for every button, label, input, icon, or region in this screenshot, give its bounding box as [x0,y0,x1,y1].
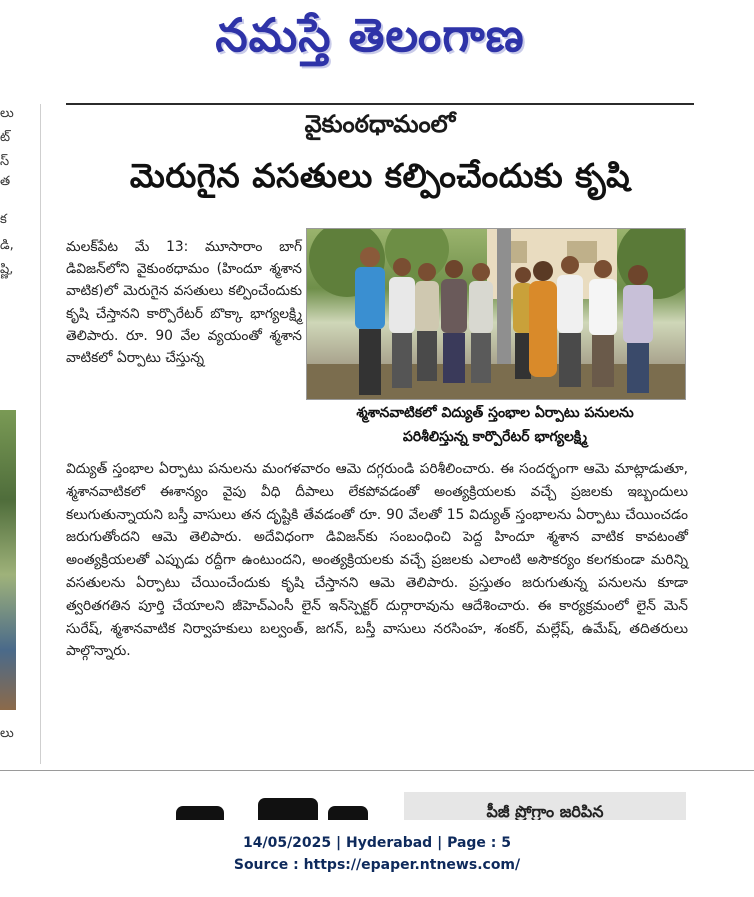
left-cropped-column [0,104,18,764]
photo-caption-line: పరిశీలిస్తున్న కార్పొరేటర్ భాగ్యలక్ష్మి [402,429,588,445]
article-kicker: వైకుంఠధామంలో [304,110,456,138]
newspaper-masthead: నమస్తే తెలంగాణ [215,8,525,62]
electric-pole [497,229,511,369]
source-footer [0,832,754,876]
article-photo [306,228,686,400]
left-fragment: డి, [0,238,14,253]
left-fragment: త [0,174,11,189]
article-headline: మెరుగైన వసతులు కల్పించేందుకు కృషి [129,156,631,195]
column-divider [40,104,41,764]
article-body-continued: విద్యుత్ స్తంభాల ఏర్పాటు పనులను మంగళవారం ఆమె దగ్గరుండి పరిశీలించారు. ఈ సందర్భంగా ఆమె మాట్లాడుతూ, శ్మశానవాటికలో ఈశాన్యం వైపు వీధి దీపాలు లేకపోవడంతో అంత్యక్రియలకు వచ్చే ప్రజలకు ఇబ్బందులు కలుగుతున్నాయని బస్తీ వాసులు తన దృష్టికి తేవడంతో రూ. 90 వేలతో 15 విద్యుత్ స్తంభాలను ఏర్పాటు చేయించడం జరుగుతోందని ఆమె తెలిపారు. అదేవిధంగా డివిజన్‌కు సంబంధించి పెద్ద హిందూ శ్మశాన వాటిక కావటంతో అంత్యక్రియలతో ఎప్పుడు రద్దీగా ఉంటుందని, అంత్యక్రియలకు వచ్చే ప్రజలకు ఎలాంటి అసౌకర్యం కలగకుండా మరిన్ని వసతులను ఏర్పాటు చేయించేందుకు కృషి చేస్తానని ఆమె తెలిపారు. ప్రస్తుతం జరుగుతున్న పనులను కూడా త్వరితగతిన పూర్తి చేయాలని జీహెచ్‌ఎంసీ లైన్ ఇన్‌స్పెక్టర్ దుర్గారావును ఆదేశించారు. ఈ కార్యక్రమంలో లైన్ మెన్ సురేష్, శ్మశానవాటిక నిర్వాహకులు బల్వంత్, జగన్, బస్తీ వాసులు నరసింహ, శంకర్, మల్లేష్, ఉమేష్, తదితరులు పాల్గొన్నారు. [66,461,688,660]
photo-caption [306,401,684,449]
left-fragment: స్ [0,154,10,169]
left-fragment: ష్ణి, [0,262,14,277]
article-top-rule [66,103,694,105]
next-headline-fragment [66,792,386,820]
left-fragment: లు [0,726,14,741]
left-fragment: క [0,212,7,227]
article-body-column: మలక్‌పేట మే 13: మూసారాం బాగ్ డివిజన్‌లోని వైకుంఠధామం (హిందూ శ్మశాన వాటిక)లో మెరుగైన వసతులు కల్పించేందుకు కృషి చేస్తానని కార్పొరేటర్ బొక్కా భాగ్యలక్ష్మి తెలిపారు. రూ. 90 వేల వ్యయంతో శ్మశాన వాటికలో ఏర్పాటు చేస్తున్న [66,239,302,367]
next-article-box: పీజీ ప్రోగ్రాం జరిపిన [404,792,686,820]
footer-source-link[interactable]: Source : https://epaper.ntnews.com/ [233,857,521,873]
tree [385,229,449,281]
photo-caption-line: శ్మశానవాటికలో విద్యుత్ స్తంభాల ఏర్పాటు పనులను [356,405,634,421]
left-fragment: ట్ [0,130,11,145]
section-divider [0,770,754,771]
left-fragment: లు [0,106,14,121]
cropped-photo-fragment [0,410,16,710]
photo-illustration [307,229,685,399]
footer-date-line: 14/05/2025 | Hyderabad | Page : 5 [242,835,512,851]
